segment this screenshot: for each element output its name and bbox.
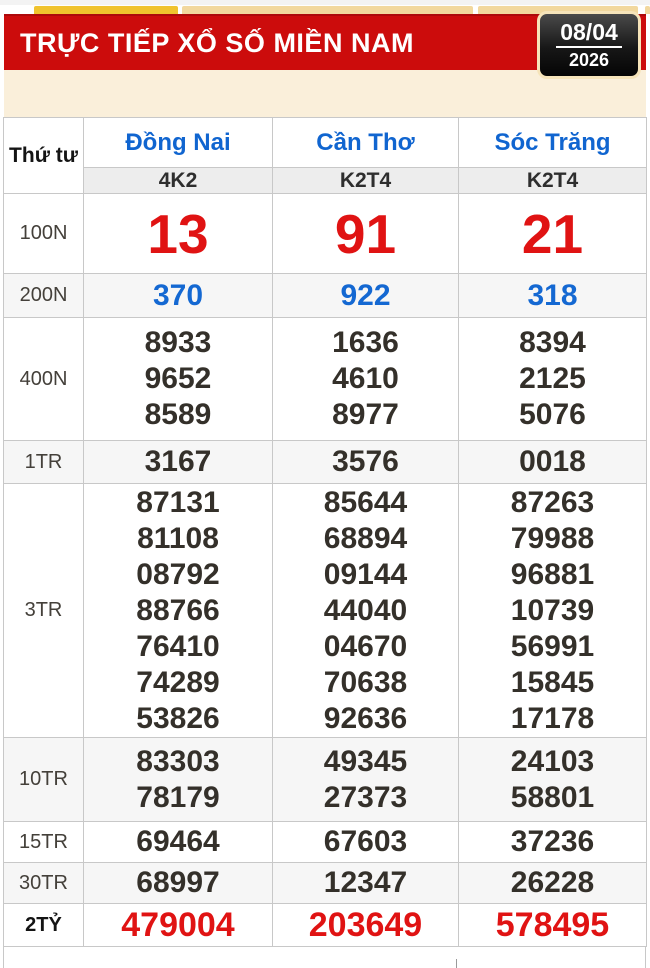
prize-rows-body <box>4 194 647 947</box>
result-cell <box>273 274 459 318</box>
prize-row-15TR <box>4 822 647 863</box>
result-cell <box>273 318 459 441</box>
result-cell <box>459 904 647 947</box>
result-number: 37236 <box>510 825 595 858</box>
result-number: 8394 <box>519 326 586 359</box>
top-tab[interactable] <box>182 6 473 14</box>
prize-label: 30TR <box>4 863 84 904</box>
result-number: 3576 <box>332 445 399 478</box>
result-number: 479004 <box>121 906 235 944</box>
result-number: 68997 <box>136 866 220 899</box>
result-number: 74289 <box>136 665 220 699</box>
results-table <box>3 117 647 947</box>
prize-row-200N <box>4 274 647 318</box>
result-cell <box>84 484 273 738</box>
result-number: 81108 <box>137 521 219 555</box>
result-number: 85644 <box>323 485 408 519</box>
result-number: 2125 <box>519 362 586 395</box>
prize-label: 1TR <box>4 441 84 484</box>
prize-row-30TR <box>4 863 647 904</box>
result-number: 79988 <box>510 521 595 555</box>
result-number: 91 <box>334 202 397 265</box>
prize-row-100N <box>4 194 647 274</box>
result-number: 24103 <box>510 744 595 778</box>
result-cell <box>84 274 273 318</box>
provinces-row <box>4 118 647 168</box>
result-number: 1636 <box>332 326 399 359</box>
result-number: 370 <box>152 278 204 312</box>
province-header[interactable]: Cần Thơ <box>273 118 459 168</box>
result-number: 56991 <box>510 629 595 663</box>
top-tab-active[interactable] <box>34 6 178 14</box>
result-cell <box>273 484 459 738</box>
result-cell <box>84 822 273 863</box>
result-number: 4610 <box>332 362 399 395</box>
result-number: 04670 <box>323 629 408 663</box>
result-number: 3167 <box>144 445 212 478</box>
result-cell <box>273 738 459 822</box>
province-header[interactable]: Sóc Trăng <box>459 118 647 168</box>
result-cell <box>273 441 459 484</box>
result-number: 9652 <box>144 362 212 395</box>
result-number: 08792 <box>136 557 220 591</box>
result-number: 70638 <box>323 665 408 699</box>
result-number: 5076 <box>519 398 586 431</box>
next-section-divider <box>456 959 457 968</box>
prize-label: 10TR <box>4 738 84 822</box>
result-cell <box>459 484 647 738</box>
result-number: 58801 <box>510 780 595 814</box>
prize-label: 3TR <box>4 484 84 738</box>
result-cell <box>84 318 273 441</box>
next-section-cutoff <box>3 947 646 968</box>
draw-code: 4K2 <box>84 168 273 194</box>
date-badge <box>537 11 641 79</box>
result-number: 87263 <box>510 485 595 519</box>
result-cell <box>273 904 459 947</box>
result-number: 15845 <box>510 665 595 699</box>
result-cell <box>273 194 459 274</box>
prize-row-2TỶ <box>4 904 647 947</box>
prize-label: 200N <box>4 274 84 318</box>
result-number: 44040 <box>323 593 408 627</box>
result-cell <box>459 822 647 863</box>
draw-code: K2T4 <box>459 168 647 194</box>
prize-label: 100N <box>4 194 84 274</box>
result-number: 09144 <box>323 557 408 591</box>
draw-codes-row <box>4 168 647 194</box>
result-number: 27373 <box>323 780 408 814</box>
date-day-month: 08/04 <box>556 19 622 48</box>
result-number: 8977 <box>332 398 399 431</box>
result-cell <box>459 318 647 441</box>
result-cell <box>459 738 647 822</box>
result-number: 78179 <box>136 780 220 814</box>
result-number: 26228 <box>510 866 595 899</box>
result-number: 21 <box>521 202 584 265</box>
prize-label: 2TỶ <box>4 904 84 947</box>
result-number: 83303 <box>136 744 220 778</box>
result-number: 8933 <box>144 326 212 359</box>
result-cell <box>84 441 273 484</box>
result-number: 17178 <box>510 701 595 735</box>
weekday-label: Thứ tư <box>4 118 84 194</box>
prize-label: 400N <box>4 318 84 441</box>
result-number: 87131 <box>136 485 220 519</box>
top-tab[interactable] <box>645 6 650 14</box>
result-cell <box>84 738 273 822</box>
result-number: 67603 <box>323 825 408 858</box>
province-header[interactable]: Đồng Nai <box>84 118 273 168</box>
result-number: 88766 <box>136 593 220 627</box>
result-number: 8589 <box>144 398 212 431</box>
prize-row-3TR <box>4 484 647 738</box>
result-cell <box>459 274 647 318</box>
result-number: 76410 <box>136 629 220 663</box>
result-number: 10739 <box>510 593 595 627</box>
result-number: 53826 <box>136 701 220 735</box>
result-cell <box>84 194 273 274</box>
result-number: 578495 <box>495 906 610 944</box>
page-title: TRỰC TIẾP XỔ SỐ MIỀN NAM <box>20 27 414 58</box>
prize-row-400N <box>4 318 647 441</box>
draw-code: K2T4 <box>273 168 459 194</box>
prize-row-10TR <box>4 738 647 822</box>
result-number: 12347 <box>323 866 408 899</box>
result-number: 318 <box>527 278 578 312</box>
result-number: 49345 <box>323 744 408 778</box>
result-number: 13 <box>147 202 209 265</box>
result-number: 68894 <box>323 521 408 555</box>
result-cell <box>273 863 459 904</box>
result-number: 0018 <box>519 445 586 478</box>
result-cell <box>84 904 273 947</box>
prize-label: 15TR <box>4 822 84 863</box>
result-number: 96881 <box>510 557 595 591</box>
result-cell <box>459 863 647 904</box>
result-cell <box>273 822 459 863</box>
result-number: 203649 <box>308 906 423 944</box>
result-number: 69464 <box>136 825 220 858</box>
result-cell <box>459 441 647 484</box>
prize-row-1TR <box>4 441 647 484</box>
result-number: 922 <box>340 278 391 312</box>
result-cell <box>459 194 647 274</box>
result-cell <box>84 863 273 904</box>
result-number: 92636 <box>323 701 408 735</box>
date-year: 2026 <box>568 49 610 70</box>
